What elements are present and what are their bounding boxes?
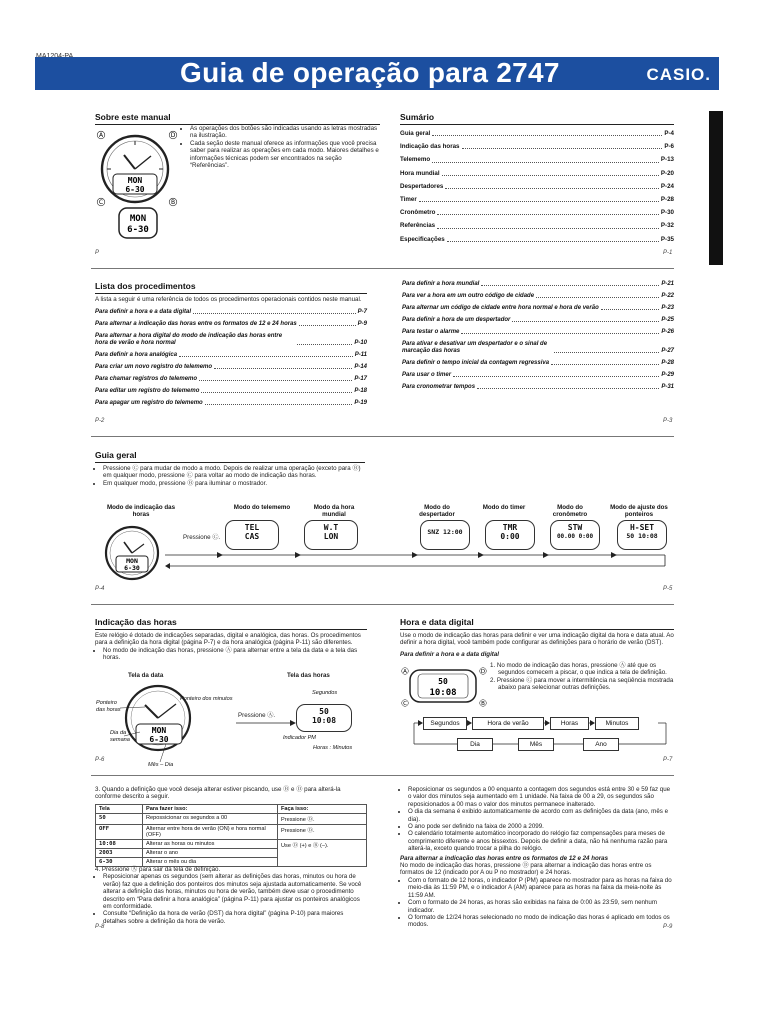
pm-indicator-label: Indicador PM (283, 735, 316, 741)
digital-set-illustration (400, 664, 490, 710)
screen-date-label: Tela da data (128, 672, 164, 679)
toc-label: Timer (400, 196, 417, 204)
date-screen-illustration (96, 680, 208, 770)
lcd-telememo (225, 520, 279, 550)
procedure-label: Para usar o timer (402, 372, 452, 378)
table-header: Faça isso: (278, 805, 367, 814)
toc-heading: Sumário (400, 112, 435, 122)
digital-steps (490, 662, 674, 692)
flow-year: Ano (583, 738, 619, 751)
p9-bullets (400, 786, 674, 853)
procedure-label: Para alternar a hora digital do modo de indicação das horas entre hora de verão e hora normal (95, 333, 283, 347)
toc-label: Indicação das horas (400, 143, 460, 151)
hours-minutes-label: Horas : Minutos (313, 745, 353, 751)
after-steps (95, 866, 367, 925)
seconds-label: Segundos (312, 690, 338, 696)
section-timekeeping (95, 617, 367, 662)
table-cell: Alternar entre hora de verão (ON) e hora normal (OFF) (143, 825, 278, 840)
lcd-timer (485, 520, 535, 550)
lcd-bottom: 10:08 (311, 716, 337, 725)
procedure-leader (453, 376, 659, 377)
procedure-entry[interactable] (402, 384, 674, 391)
toc-page: P-4 (664, 130, 674, 137)
flow-seconds: Segundos (423, 717, 467, 730)
lcd-top: TMR (502, 523, 518, 532)
toc-leader (442, 167, 659, 176)
toc-label: Hora mundial (400, 169, 440, 177)
section-rule (400, 629, 674, 630)
step-3: 3. Quando a definição que você deseja alterar estiver piscando, use Ⓑ e Ⓓ para alterá-la conforme descrito a seguir. (95, 786, 341, 801)
procedure-entry[interactable] (402, 329, 674, 336)
toc-leader (462, 140, 663, 149)
toc-leader (437, 206, 659, 215)
timekeeping-intro: Este relógio é dotado de indicações separadas, digital e analógica, das horas. Os procedimentos para a definição da hora digital (página P-7) e da hora analógica (página P-11) são diferentes. (95, 632, 361, 647)
procedure-label: Para criar um novo registro do telememo (95, 364, 213, 371)
toc-entry[interactable] (400, 140, 674, 153)
toc-label: Guia geral (400, 130, 431, 137)
table-cell: Alterar as horas ou minutos (143, 840, 278, 849)
procedure-page: P-27 (661, 348, 674, 354)
procedure-leader (512, 321, 659, 322)
p9-bullet: • Com o formato de 12 horas, o indicador P (PM) aparece no mostrador para as horas na faixa do meio-dia às 11:59 PM, e o indicador A (AM) aparece para as horas na faixa da meia-noite às 11:59 AM. (408, 877, 674, 899)
intro-12-24: No modo de indicação das horas, pressione Ⓓ para alternar a indicação das horas entre os formatos de 12 (indicado por A ou P no mostrador) e 24 horas. (400, 862, 652, 877)
lcd-top: STW (567, 523, 583, 532)
title-banner (35, 57, 719, 90)
toc-entry[interactable] (400, 167, 674, 180)
page-number: P-9 (663, 924, 673, 930)
procedure-leader (481, 285, 659, 286)
toc-leader (432, 153, 659, 162)
p9-bullet: • O calendário totalmente automático incorporado do relógio faz compensações para meses de comprimento diferente e anos bissextos. Depois de definir a data, não há nenhuma razão para alterá-la, exceto quando trocar a pilha do relógio. (408, 830, 674, 852)
toc-label: Cronômetro (400, 209, 436, 217)
flow-dst: Hora de verão (472, 717, 544, 730)
procedure-leader (201, 392, 352, 393)
digital-step: 1. No modo de indicação das horas, pressione Ⓐ até que os segundos comecem a piscar, o que indica a tela de definição. (490, 662, 667, 677)
procedure-page: P-26 (661, 329, 674, 335)
procedure-leader (461, 333, 659, 334)
table-cell: Repossicionar os segundos a 00 (143, 814, 278, 825)
about-bullets (182, 125, 380, 169)
procedure-entry[interactable] (95, 364, 367, 371)
about-bullet: • As operações dos botões são indicadas usando as letras mostradas na ilustração. (190, 125, 380, 140)
digital-lcd-bottom: 10:08 (429, 688, 457, 698)
digital-lcd-top: 50 (438, 677, 448, 686)
document-title: Guia de operação para 2747 (180, 57, 560, 88)
procedure-entry[interactable] (95, 309, 367, 316)
guide-bullet: • Pressione Ⓒ para mudar de modo a modo. Depois de realizar uma operação (exceto para Ⓑ) em qualquer modo, pressione Ⓒ para voltar ao modo de indicação das horas. (103, 465, 365, 480)
lcd-top: TEL (244, 523, 260, 532)
procedure-leader (554, 352, 659, 353)
toc-page: P-24 (660, 182, 674, 190)
procedure-entry[interactable] (402, 341, 674, 355)
table-cell: 50 (96, 814, 143, 825)
procedure-leader (297, 344, 352, 345)
procedure-label: Para definir a hora mundial (402, 281, 480, 287)
procedure-page: P-7 (357, 309, 367, 316)
procedure-page: P-29 (661, 372, 674, 378)
toc-label: Especificações (400, 235, 445, 243)
p9-bullet: • Com o formato de 24 horas, as horas são exibidas na faixa de 0:00 às 23:59, sem nenhum indicador. (408, 899, 674, 914)
section-heading: Lista dos procedimentos (95, 281, 196, 291)
after-bullet: • Reposicionar apenas os segundos (sem alterar as definições das horas, minutos ou hora de verão) faz que a definição dos ponteiros dos minutos seja ajustada automaticamente. Se você alterar a definição das horas, minutos ou hora de verão, também deve usar o procedimento descrito em “Para definir a hora analógica” (página P-11) para ajustar os ponteiros analógicos em conformidade. (103, 873, 367, 910)
table-header-row (96, 805, 367, 814)
toc-label: Despertadores (400, 182, 444, 190)
procedure-leader (536, 297, 659, 298)
hour-hand-label: Ponteiro das horas (96, 700, 121, 713)
section-about-manual (95, 112, 380, 125)
procedure-leader (193, 313, 356, 314)
btn-label-a: A (98, 132, 104, 139)
guide-bullets (95, 465, 365, 487)
page-number: P-3 (663, 418, 673, 424)
table-header: Para fazer isso: (143, 805, 278, 814)
page-number: P (95, 250, 100, 256)
toc-leader (419, 193, 659, 202)
toc-entry[interactable] (400, 153, 674, 166)
btn-label-c: C (403, 701, 407, 707)
press-c-label: Pressione Ⓒ. (183, 534, 221, 541)
procedure-entry[interactable] (402, 360, 674, 367)
toc-entry[interactable] (400, 180, 674, 193)
procedure-leader (179, 356, 353, 357)
btn-label-c: C (98, 199, 104, 206)
procedure-page: P-18 (354, 388, 367, 395)
table-cell: 6-30 (96, 858, 143, 867)
section-heading: Hora e data digital (400, 617, 474, 627)
toc-entry[interactable] (400, 219, 674, 232)
lcd-bottom: LON (323, 532, 339, 541)
toc-page: P-30 (660, 209, 674, 217)
section-procedures-continued (402, 281, 674, 396)
procedure-label: Para testar o alarme (402, 329, 460, 335)
procedure-entry[interactable] (95, 352, 367, 359)
mode-label: Modo do cronômetro (552, 504, 588, 519)
procedure-page: P-31 (661, 384, 674, 390)
section-procedures (95, 281, 367, 412)
mode-watch-lcd-bottom: 6-30 (124, 564, 140, 572)
minute-hand-label: Ponteiro dos minutos (180, 696, 233, 702)
toc-leader (447, 233, 659, 242)
page-divider (91, 775, 674, 776)
procedure-page: P-28 (661, 360, 674, 366)
section-digital-time (400, 617, 674, 658)
procedure-label: Para definir o tempo inicial da contagem regressiva (402, 360, 550, 366)
timekeeping-bullet: • No modo de indicação das horas, pressione Ⓐ para alternar entre a tela da data e a tela das horas. (103, 647, 367, 662)
month-day-label: Mês – Dia (148, 762, 174, 768)
procedure-page: P-9 (357, 321, 367, 328)
page-number: P-5 (663, 586, 673, 592)
p9-bullet: • O dia da semana é exibido automaticamente de acordo com as definições da data (ano, mês e dia). (408, 808, 674, 823)
page-divider (91, 268, 674, 269)
table-cell: Pressione Ⓓ. (278, 814, 367, 825)
procedure-label: Para definir a hora analógica (95, 352, 178, 359)
watch-mode-illustration (100, 522, 170, 584)
toc-entry[interactable] (400, 193, 674, 206)
section-rule (95, 629, 367, 630)
btn-label-d: D (480, 669, 486, 675)
lcd-bottom: CAS (244, 532, 260, 541)
procedure-entry[interactable] (95, 376, 367, 383)
toc-page: P-20 (660, 169, 674, 177)
lcd-top: W.T (323, 523, 339, 532)
mode-label: Modo de ajuste dos ponteiros (610, 504, 668, 519)
toc-page: P-28 (660, 196, 674, 204)
lcd-hand-setting (617, 520, 667, 550)
p9-bullets-2 (400, 877, 674, 929)
procedure-label: Para editar um registro do telememo (95, 388, 200, 395)
toc-leader (445, 180, 659, 189)
procedure-page: P-14 (354, 364, 367, 371)
page-divider (91, 604, 674, 605)
procedure-label: Para definir a hora e a data digital (95, 309, 192, 316)
page-number: P-2 (95, 418, 105, 424)
toc-page: P-32 (660, 222, 674, 230)
toc-leader (437, 219, 659, 228)
procedure-page: P-21 (661, 281, 674, 287)
after-bullet: • Consulte “Definição da hora de verão (DST) da hora digital” (página P-10) para maiores detalhes sobre a definição da hora de verão. (103, 910, 367, 925)
time-screen-lcd (296, 704, 352, 732)
procedure-page: P-10 (354, 340, 367, 347)
p9-bullet: • Reposicionar os segundos a 00 enquanto a contagem dos segundos está entre 30 e 59 faz que o valor dos minutos seja aumentado em 1 unidade. Na faixa de 00 a 29, os segundos são reposicionados a 00 mas o valor dos minutos permanece inalterado. (408, 786, 674, 808)
watch-lcd-top: MON (127, 176, 143, 185)
table-row (96, 840, 367, 849)
procedure-entry[interactable] (402, 293, 674, 300)
toc-entry[interactable] (400, 206, 674, 219)
toc-page: P-13 (660, 156, 674, 164)
procedure-page: P-25 (661, 317, 674, 323)
table-row (96, 825, 367, 840)
procedure-leader (214, 368, 352, 369)
after-bullets (95, 873, 367, 925)
section-rule (400, 124, 674, 125)
procedure-leader (199, 380, 352, 381)
procedure-entry[interactable] (402, 317, 674, 324)
screen-time-label: Tela das horas (287, 672, 330, 679)
lcd-top: 50 (319, 707, 329, 716)
date-lcd-bottom: 6-30 (149, 735, 169, 744)
mode-label: Modo de indicação das horas (106, 504, 176, 519)
press-a-label: Pressione Ⓐ. (238, 712, 276, 719)
date-lcd-top: MON (151, 726, 167, 735)
procedure-entry[interactable] (402, 372, 674, 379)
watch2-lcd-bottom: 6-30 (127, 225, 149, 235)
btn-label-b: B (170, 199, 176, 206)
digital-time-intro: Use o modo de indicação das horas para definir e ver uma indicação digital da hora e data atual. Ao definir a hora digital, você também pode configurar as definições para o horário de verão (DST). (400, 632, 674, 647)
mode-label: Modo do telememo (233, 504, 291, 511)
flow-month: Mês (518, 738, 554, 751)
procedure-leader (601, 309, 660, 310)
procedure-label: Para ver a hora em um outro código de cidade (402, 293, 535, 299)
section-heading: Guia geral (95, 450, 137, 460)
procedure-label: Para chamar registros do telememo (95, 376, 198, 383)
page-number: P-1 (663, 250, 673, 256)
procedure-leader (551, 364, 659, 365)
procedure-entry[interactable] (95, 321, 367, 328)
procedure-entry[interactable] (95, 333, 367, 347)
timekeeping-bullets (95, 647, 367, 662)
procedure-page: P-11 (354, 352, 367, 359)
procedure-entry[interactable] (402, 281, 674, 288)
page-number: P-8 (95, 924, 105, 930)
page-number: P-7 (663, 757, 673, 763)
watch-lcd-bottom: 6-30 (125, 185, 145, 194)
weekday-label: Dia da semana (110, 730, 130, 743)
sidebar-tab (709, 111, 723, 265)
watch-illustration (93, 126, 183, 246)
toc-page: P-35 (660, 235, 674, 243)
toc-entry[interactable] (400, 127, 674, 140)
procedure-entry[interactable] (402, 305, 674, 312)
digital-step: 2. Pressione Ⓒ para mover a intermitência na seqüência mostrada abaixo para selecionar outras definições. (490, 676, 674, 692)
btn-label-a: A (403, 669, 407, 675)
procedure-label: Para apagar um registro do telememo (95, 400, 203, 407)
procedure-page: P-19 (354, 400, 367, 407)
section-rule (95, 462, 365, 463)
lcd-bottom: 0:00 (500, 532, 520, 541)
table-header: Tela (96, 805, 143, 814)
lcd-bottom: 00.00 0:00 (556, 533, 594, 540)
lcd-top: H-SET (629, 523, 655, 532)
toc-label: Referências (400, 222, 436, 230)
procedure-label: Para ativar e desativar um despertador e o sinal de marcação das horas (402, 341, 548, 354)
procedure-leader (477, 388, 659, 389)
guide-bullet: • Em qualquer modo, pressione Ⓑ para iluminar o mostrador. (103, 480, 365, 487)
procedure-label: Para alternar a indicação das horas entre os formatos de 12 e 24 horas (95, 321, 297, 328)
mode-label: Modo do despertador (419, 504, 455, 519)
subheading-12-24: Para alternar a indicação das horas entre os formatos de 12 e 24 horas (400, 854, 609, 862)
lcd-stopwatch (550, 520, 600, 550)
table-row (96, 814, 367, 825)
table-cell: Alterar o mês ou dia (143, 858, 278, 867)
procedure-leader (299, 325, 356, 326)
lcd-bottom: 50 10:08 (626, 532, 658, 540)
flow-hours: Horas (550, 717, 589, 730)
settings-table (95, 804, 367, 867)
toc-label: Telememo (400, 156, 431, 164)
about-bullet: • Cada seção deste manual oferece as informações que você precisa saber para realizar as operações em cada modo. Maiores detalhes e informações técnicas podem ser encontrados na seção “Referências”. (190, 140, 380, 170)
procedure-entry[interactable] (95, 388, 367, 395)
section-heading: Sobre este manual (95, 112, 171, 122)
procedure-label: Para definir a hora de um despertador (402, 317, 511, 323)
procedure-label: Para cronometrar tempos (402, 384, 476, 390)
table-cell: OFF (96, 825, 143, 840)
section-general-guide (95, 450, 365, 487)
table-cell: Use Ⓓ (+) e Ⓑ (–). (278, 840, 367, 867)
brand-logo: CASIO. (646, 65, 711, 84)
procedures-intro: A lista a seguir é uma referência de todos os procedimentos operacionais contidos neste manual. (95, 296, 362, 303)
section-rule (95, 293, 367, 294)
section-heading: Indicação das horas (95, 617, 177, 627)
procedure-page: P-22 (661, 293, 674, 299)
lcd-bottom: SNZ 12:00 (427, 528, 463, 536)
lcd-alarm (420, 520, 470, 550)
mode-watch-lcd-top: MON (126, 557, 138, 565)
flow-day: Dia (457, 738, 493, 751)
table-cell: 10:08 (96, 840, 143, 849)
section-toc (400, 112, 674, 246)
page-number: P-4 (95, 586, 105, 592)
procedure-leader (205, 404, 353, 405)
btn-label-b: B (481, 701, 485, 707)
section-12-24 (400, 786, 674, 929)
toc-leader (432, 127, 662, 136)
table-cell: Alterar o ano (143, 849, 278, 858)
flow-minutes: Minutos (595, 717, 639, 730)
p9-bullet: • O formato de 12/24 horas selecionado no modo de indicação das horas é aplicado em todos os modos. (408, 914, 674, 929)
digital-time-subheading: Para definir a hora e a data digital (400, 650, 500, 658)
table-cell: 2003 (96, 849, 143, 858)
procedure-label: Para alternar um código de cidade entre hora normal e hora de verão (402, 305, 599, 311)
procedure-page: P-23 (661, 305, 674, 311)
mode-label: Modo do timer (482, 504, 526, 511)
lcd-world-time (304, 520, 358, 550)
step-4: 4. Pressione Ⓐ para sair da tela de definição. (95, 866, 221, 873)
procedure-page: P-17 (354, 376, 367, 383)
procedure-entry[interactable] (95, 400, 367, 407)
p9-bullet: • O ano pode ser definido na faixa de 2000 a 2099. (408, 823, 674, 830)
btn-label-d: D (170, 132, 176, 139)
page-divider (91, 436, 674, 437)
toc-entry[interactable] (400, 233, 674, 246)
toc-page: P-6 (664, 143, 674, 151)
toggle-arrow (236, 720, 296, 726)
page-number: P-6 (95, 757, 105, 763)
mode-label: Modo da hora mundial (313, 504, 355, 519)
table-cell: Pressione Ⓓ. (278, 825, 367, 840)
watch2-lcd-top: MON (129, 214, 147, 224)
